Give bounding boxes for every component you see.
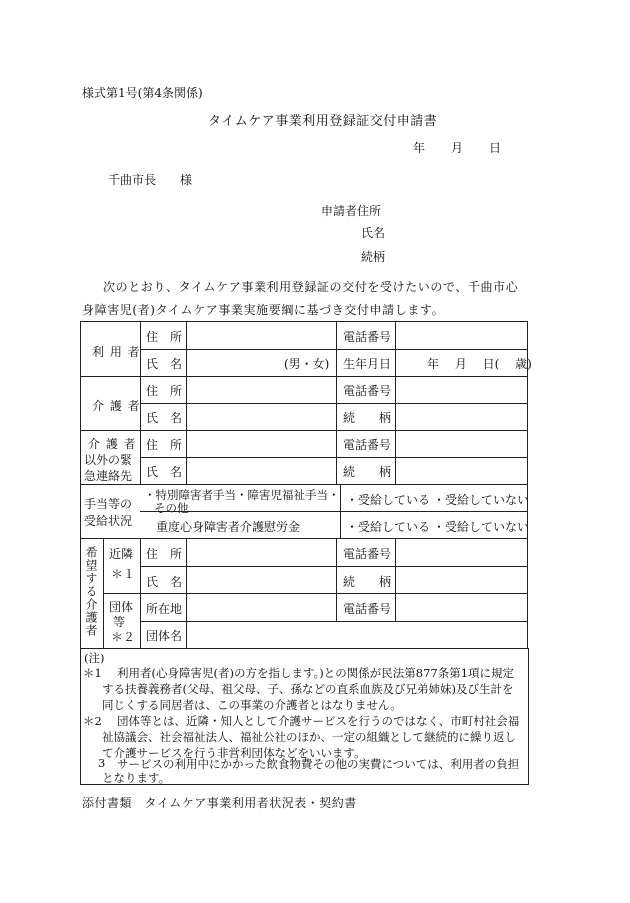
user-phone-field[interactable] — [399, 325, 523, 347]
group-label: 団体 — [109, 600, 134, 614]
allowance-label-1: 手当等の — [84, 497, 133, 511]
neighbor-label: 近隣 — [109, 547, 134, 561]
emergency-label-1: 介 護 者 — [88, 437, 137, 451]
addressee: 千曲市長 — [108, 173, 157, 187]
allowance-row1-line2: その他 — [154, 501, 189, 515]
emergency-label-2: 以外の緊 — [84, 453, 133, 467]
desired-label: 希望する介護者 — [84, 546, 98, 637]
applicant-address-label: 申請者住所 — [321, 204, 382, 218]
allowance-row2-not-receiving[interactable]: ・受給していない — [433, 520, 530, 534]
emergency-phone-label: 電話番号 — [343, 438, 392, 452]
form-id: 様式第1号(第4条関係) — [82, 86, 203, 100]
user-name-label: 氏 名 — [146, 357, 183, 371]
user-birth-value[interactable]: 年 月 日( 歳) — [427, 357, 532, 371]
desired-relation-label: 続 柄 — [343, 575, 392, 589]
intro-line-1: 次のとおり、タイムケア事業利用登録証の交付を受けたいので、千曲市心 — [103, 280, 519, 294]
date-month: 月 — [451, 141, 464, 155]
desired-group-name-label: 団体名 — [146, 629, 183, 643]
caregiver-address-field[interactable] — [190, 379, 332, 401]
allowance-row2-receiving[interactable]: ・受給している — [346, 520, 431, 534]
applicant-name-label: 氏名 — [361, 226, 386, 240]
note-3-line-2: となります。 — [102, 771, 171, 785]
emergency-name-label: 氏 名 — [146, 465, 183, 479]
caregiver-name-field[interactable] — [190, 406, 332, 428]
group-mark: ＊２ — [111, 630, 136, 644]
note-1-mark: ＊1 — [83, 666, 102, 680]
group-label-2: 等 — [113, 615, 126, 629]
neighbor-mark: ＊１ — [111, 567, 136, 581]
allowance-label-2: 受給状況 — [84, 514, 133, 528]
caregiver-address-label: 住 所 — [146, 384, 183, 398]
desired-location-label: 所在地 — [146, 602, 183, 616]
desired-address-field[interactable] — [190, 542, 332, 564]
date-year: 年 — [413, 141, 426, 155]
emergency-relation-field[interactable] — [399, 460, 523, 482]
emergency-name-field[interactable] — [190, 460, 332, 482]
honorific: 様 — [180, 173, 193, 187]
desired-location-field[interactable] — [190, 596, 332, 618]
caregiver-phone-field[interactable] — [399, 379, 523, 401]
desired-name-field[interactable] — [190, 569, 332, 591]
notes-head: (注) — [84, 651, 105, 665]
desired-group-phone-label: 電話番号 — [343, 602, 392, 616]
note-3-mark: 3 — [98, 756, 106, 770]
emergency-phone-field[interactable] — [399, 433, 523, 455]
user-birth-label: 生年月日 — [343, 357, 392, 371]
user-address-label: 住 所 — [146, 330, 183, 344]
note-3-line-1: サービスの利用中にかかった飲食物費その他の実費については、利用者の負担 — [117, 757, 520, 771]
note-2-mark: ＊2 — [83, 714, 102, 728]
desired-phone-label: 電話番号 — [343, 547, 392, 561]
note-1-line-1: 利用者(心身障害児(者)の方を指します。)との関係が民法第877条第1項に規定 — [117, 666, 515, 680]
allowance-row1-line1: ・特別障害者手当・障害児福祉手当・ — [144, 488, 340, 502]
caregiver-phone-label: 電話番号 — [343, 384, 392, 398]
note-2-line-1: 団体等とは、近隣・知人として介護サービスを行うのではなく、市町村社会福 — [117, 714, 520, 728]
page-title: タイムケア事業利用登録証交付申請書 — [208, 114, 438, 129]
note-2-line-3: て介護サービスを行う非営利団体などをいいます。 — [102, 746, 366, 760]
emergency-relation-label: 続 柄 — [343, 465, 392, 479]
desired-group-name-field[interactable] — [190, 624, 524, 646]
allowance-row1-not-receiving[interactable]: ・受給していない — [433, 493, 530, 507]
caregiver-relation-field[interactable] — [399, 406, 523, 428]
applicant-relation-label: 続柄 — [361, 250, 386, 264]
caregiver-label: 介 護 者 — [92, 399, 141, 413]
user-address-field[interactable] — [190, 325, 332, 347]
intro-line-2: 身障害児(者)タイムケア事業実施要綱に基づき交付申請します。 — [82, 303, 445, 317]
allowance-row2-label: 重度心身障害者介護慰労金 — [156, 520, 301, 534]
allowance-row1-receiving[interactable]: ・受給している — [346, 493, 431, 507]
desired-address-label: 住 所 — [146, 547, 183, 561]
emergency-address-field[interactable] — [190, 433, 332, 455]
note-1-line-2: する扶養義務者(父母、祖父母、子、孫などの直系血族及び兄弟姉妹)及び生計を — [102, 682, 514, 696]
caregiver-relation-label: 続 柄 — [343, 411, 392, 425]
note-1-line-3: 同じくする同居者は、この事業の介護者とはなりません。 — [102, 698, 402, 712]
emergency-address-label: 住 所 — [146, 438, 183, 452]
date-day: 日 — [489, 141, 502, 155]
caregiver-name-label: 氏 名 — [146, 411, 183, 425]
desired-name-label: 氏 名 — [146, 575, 183, 589]
user-label: 利 用 者 — [92, 345, 141, 359]
user-name-field[interactable] — [190, 352, 280, 374]
user-sex-choice[interactable]: (男・女) — [284, 357, 330, 371]
attachments: 添付書類 タイムケア事業利用者状況表・契約書 — [82, 796, 357, 810]
emergency-label-3: 急連絡先 — [84, 469, 133, 483]
note-2-line-2: 祉協議会、社会福祉法人、福祉公社のほか、一定の組織として継続的に繰り返し — [102, 730, 516, 744]
user-phone-label: 電話番号 — [343, 330, 392, 344]
